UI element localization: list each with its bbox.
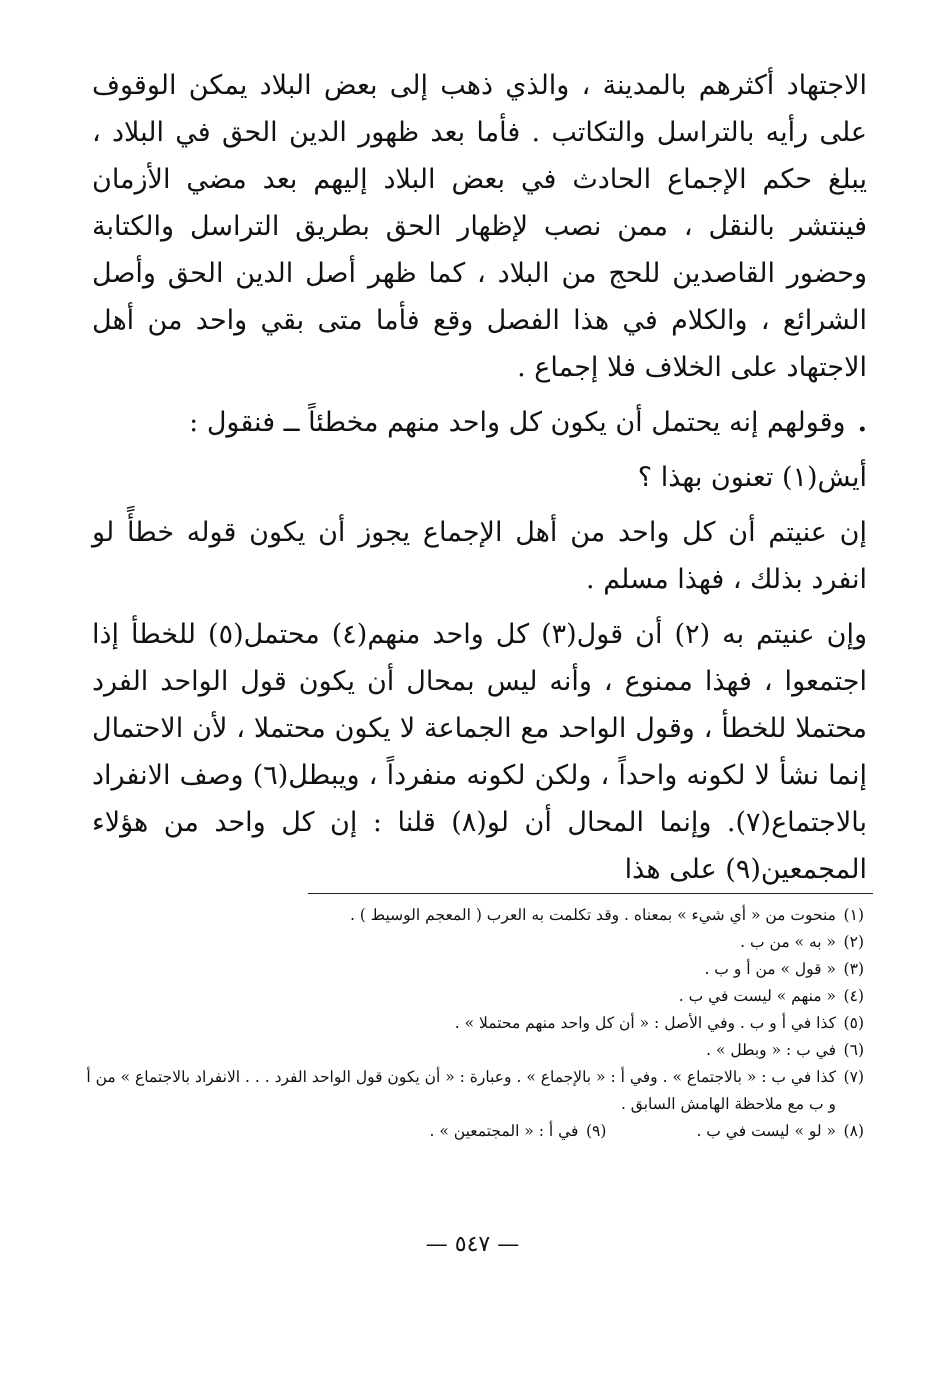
footnote-text: كذا في أ و ب . وفي الأصل : « أن كل واحد منهم محتملا » . xyxy=(454,1014,836,1032)
footnote-6 xyxy=(80,1037,864,1064)
footnote-number: (٧) xyxy=(843,1068,864,1086)
footnote-3 xyxy=(80,956,864,983)
paragraph-3: أيش(١) تعنون بهذا ؟ xyxy=(637,462,867,493)
paragraph-5: وإن عنيتم به (٢) أن قول(٣) كل واحد منهم(٤) محتمل(٥) للخطأ إذا اجتمعوا ، فهذا ممنوع ، وأنه ليس بمحال أن يكون قول الواحد الفرد محتملا للخطأ ، وقول الواحد مع الجماعة لا يكون محتملا ، لأن الاحتمال إنما نشأ لا لكونه واحداً ، ولكن لكونه منفرداً ، ويبطل(٦) وصف الانفراد بالاجتماع(٧). وإنما المحال أن لو(٨) قلنا : إن كل واحد من هؤلاء المجمعين(٩) على هذا xyxy=(92,619,868,885)
footnote-number: (١) xyxy=(843,906,864,924)
footnote-row-8-9 xyxy=(80,1118,864,1145)
footnotes xyxy=(80,902,864,1145)
paragraph-4: إن عنيتم أن كل واحد من أهل الإجماع يجوز أن يكون قوله خطأً لو انفرد بذلك ، فهذا مسلم . xyxy=(92,517,867,595)
footnote-text: « لو » ليست في ب . xyxy=(696,1122,836,1140)
footnote-number: (٢) xyxy=(843,933,864,951)
footnote-2 xyxy=(80,929,864,956)
footnote-7 xyxy=(80,1064,864,1118)
paragraph-2-text: وقولهم إنه يحتمل أن يكون كل واحد منهم مخطئاً ــ فنقول : xyxy=(189,407,846,438)
footnote-text: « منهم » ليست في ب . xyxy=(678,987,836,1005)
footnote-text: « به » من ب . xyxy=(740,933,836,951)
bullet-marker: . xyxy=(857,407,867,438)
footnote-number: (٩) xyxy=(585,1122,607,1140)
page-number: — ٥٤٧ — xyxy=(425,1232,520,1257)
footnote-number: (٤) xyxy=(843,987,864,1005)
footnote-9 xyxy=(430,1118,607,1145)
footnote-number: (٥) xyxy=(843,1014,864,1032)
footnote-1 xyxy=(80,902,864,929)
footnote-8 xyxy=(696,1118,864,1145)
footnote-text: منحوت من « أي شيء » بمعناه . وقد تكلمت به العرب ( المعجم الوسيط ) . xyxy=(349,906,836,924)
paragraph-2 xyxy=(92,399,867,446)
main-text xyxy=(92,62,867,893)
footnote-text: في أ : « المجتمعين » . xyxy=(429,1122,579,1140)
footnote-number: (٨) xyxy=(843,1122,864,1140)
footnote-number: (٣) xyxy=(843,960,864,978)
footnote-text: « قول » من أ و ب . xyxy=(704,960,836,978)
footnote-5 xyxy=(80,1010,864,1037)
footnote-4 xyxy=(80,983,864,1010)
footnote-text: في ب : « وبطل » . xyxy=(706,1041,836,1059)
footnote-text: كذا في ب : « بالاجتماع » . وفي أ : « بالإجماع » . وعبارة : « أن يكون قول الواحد الفرد . . . الانفراد بالاجتماع » من أ و ب مع ملاحظة الهامش السابق . xyxy=(86,1068,836,1113)
footnote-number: (٦) xyxy=(843,1041,864,1059)
footnote-divider xyxy=(308,893,873,894)
paragraph-1: الاجتهاد أكثرهم بالمدينة ، والذي ذهب إلى بعض البلاد يمكن الوقوف على رأيه بالتراسل والتكاتب . فأما بعد ظهور الدين الحق في البلاد ، يبلغ حكم الإجماع الحادث في بعض البلاد إليهم بعد مضي الأزمان فينتشر بالنقل ، ممن نصب لإظهار الحق بطريق التراسل والكتابة وحضور القاصدين للحج من البلاد ، كما ظهر أصل الدين الحق وأصل الشرائع ، والكلام في هذا الفصل وقع فأما متى بقي واحد من أهل الاجتهاد على الخلاف فلا إجماع . xyxy=(92,70,867,383)
